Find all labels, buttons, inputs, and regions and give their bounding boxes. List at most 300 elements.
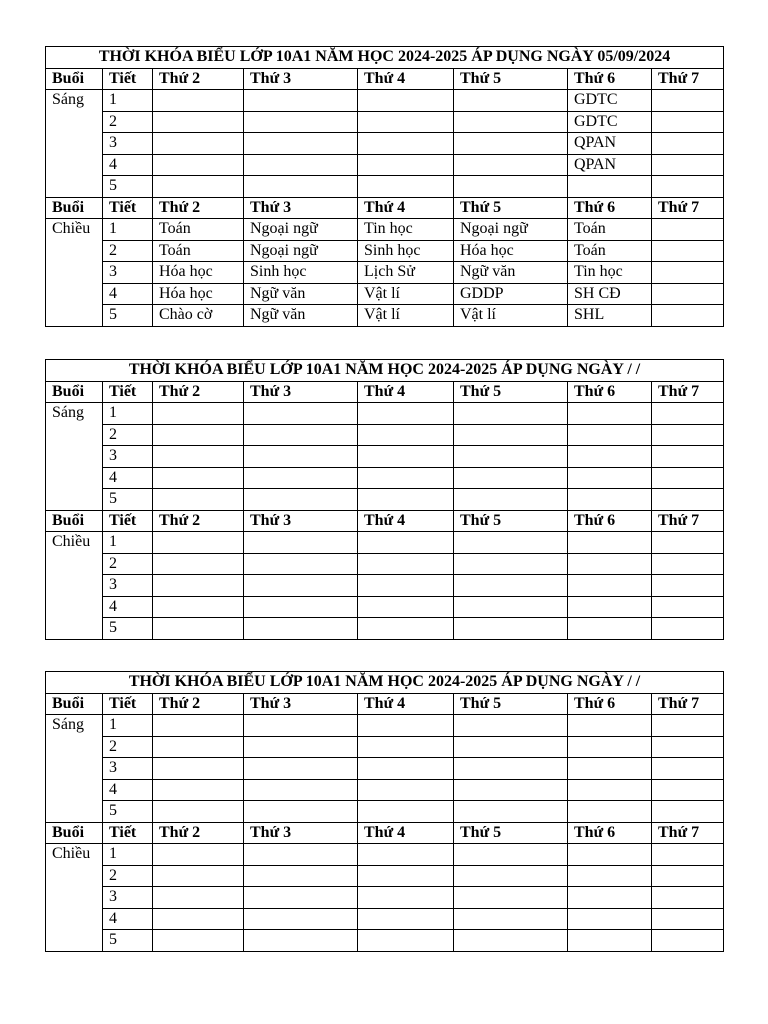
header-cell: Thứ 5 (454, 510, 568, 532)
subject-cell (153, 930, 244, 952)
subject-cell (244, 553, 358, 575)
subject-cell (358, 736, 454, 758)
header-cell: Thứ 7 (652, 197, 724, 219)
subject-cell (652, 758, 724, 780)
subject-cell: Ngoại ngữ (244, 219, 358, 241)
table-row (46, 575, 724, 597)
subject-cell (568, 532, 652, 554)
session-label: Sáng (46, 90, 103, 198)
table-row (46, 424, 724, 446)
timetable-1 (45, 46, 724, 327)
table-row (46, 887, 724, 909)
header-cell: Thứ 4 (358, 197, 454, 219)
subject-cell (652, 908, 724, 930)
subject-cell (652, 930, 724, 952)
subject-cell (358, 154, 454, 176)
header-cell: Buổi (46, 693, 103, 715)
subject-cell (244, 908, 358, 930)
header-cell: Tiết (103, 68, 153, 90)
subject-cell (568, 575, 652, 597)
subject-cell: SHL (568, 305, 652, 327)
table-row (46, 844, 724, 866)
subject-cell (454, 176, 568, 198)
subject-cell (153, 575, 244, 597)
subject-cell (244, 467, 358, 489)
header-cell: Thứ 3 (244, 197, 358, 219)
subject-cell: Vật lí (454, 305, 568, 327)
subject-cell (652, 887, 724, 909)
subject-cell (153, 736, 244, 758)
subject-cell: Toán (153, 240, 244, 262)
subject-cell (652, 176, 724, 198)
table-row (46, 90, 724, 112)
header-cell: Thứ 5 (454, 822, 568, 844)
subject-cell (652, 262, 724, 284)
subject-cell: Lịch Sử (358, 262, 454, 284)
subject-cell (244, 930, 358, 952)
period-number: 3 (103, 446, 153, 468)
period-number: 5 (103, 801, 153, 823)
subject-cell (652, 553, 724, 575)
subject-cell (652, 133, 724, 155)
subject-cell (568, 844, 652, 866)
subject-cell (454, 154, 568, 176)
subject-cell (358, 489, 454, 511)
table-row (46, 865, 724, 887)
subject-cell (454, 111, 568, 133)
period-number: 2 (103, 553, 153, 575)
subject-cell (454, 908, 568, 930)
subject-cell (568, 736, 652, 758)
header-row (46, 510, 724, 532)
subject-cell (568, 424, 652, 446)
subject-cell (153, 779, 244, 801)
table-row (46, 154, 724, 176)
table-row (46, 908, 724, 930)
subject-cell (652, 283, 724, 305)
subject-cell (244, 575, 358, 597)
subject-cell (244, 424, 358, 446)
session-label: Chiều (46, 532, 103, 640)
header-cell: Tiết (103, 381, 153, 403)
header-cell: Thứ 7 (652, 68, 724, 90)
subject-cell: Ngữ văn (454, 262, 568, 284)
table-row (46, 715, 724, 737)
table-title: THỜI KHÓA BIỂU LỚP 10A1 NĂM HỌC 2024-2025 ÁP DỤNG NGÀY / / (46, 672, 724, 694)
header-cell: Thứ 7 (652, 510, 724, 532)
header-cell: Thứ 5 (454, 68, 568, 90)
table-row (46, 930, 724, 952)
table-row (46, 240, 724, 262)
subject-cell (652, 489, 724, 511)
subject-cell (568, 446, 652, 468)
header-cell: Thứ 3 (244, 693, 358, 715)
subject-cell (244, 715, 358, 737)
header-cell: Thứ 2 (153, 197, 244, 219)
period-number: 5 (103, 305, 153, 327)
subject-cell (244, 446, 358, 468)
table-row (46, 133, 724, 155)
subject-cell (358, 111, 454, 133)
header-cell: Tiết (103, 822, 153, 844)
subject-cell (454, 446, 568, 468)
subject-cell (454, 736, 568, 758)
header-cell: Thứ 7 (652, 693, 724, 715)
header-cell: Thứ 3 (244, 510, 358, 532)
subject-cell: GDDP (454, 283, 568, 305)
session-label: Sáng (46, 403, 103, 511)
table-row (46, 618, 724, 640)
header-cell: Buổi (46, 510, 103, 532)
subject-cell (568, 176, 652, 198)
subject-cell: Vật lí (358, 283, 454, 305)
period-number: 2 (103, 736, 153, 758)
subject-cell (358, 553, 454, 575)
subject-cell: Sinh học (358, 240, 454, 262)
subject-cell (244, 844, 358, 866)
subject-cell (358, 90, 454, 112)
header-cell: Thứ 2 (153, 822, 244, 844)
header-cell: Thứ 4 (358, 693, 454, 715)
header-row (46, 197, 724, 219)
header-cell: Thứ 6 (568, 68, 652, 90)
subject-cell (358, 930, 454, 952)
subject-cell (652, 446, 724, 468)
subject-cell (244, 133, 358, 155)
table-row (46, 176, 724, 198)
subject-cell (244, 90, 358, 112)
subject-cell (153, 467, 244, 489)
header-cell: Thứ 3 (244, 822, 358, 844)
subject-cell (568, 553, 652, 575)
header-row (46, 381, 724, 403)
timetable-2 (45, 359, 724, 640)
subject-cell: Tin học (568, 262, 652, 284)
period-number: 1 (103, 532, 153, 554)
subject-cell: Ngữ văn (244, 305, 358, 327)
subject-cell (244, 154, 358, 176)
subject-cell (153, 553, 244, 575)
period-number: 2 (103, 240, 153, 262)
header-cell: Thứ 6 (568, 510, 652, 532)
subject-cell (454, 403, 568, 425)
subject-cell (454, 424, 568, 446)
subject-cell: QPAN (568, 133, 652, 155)
table-row (46, 111, 724, 133)
table-title-row (46, 47, 724, 69)
subject-cell (568, 618, 652, 640)
subject-cell (652, 596, 724, 618)
subject-cell (358, 844, 454, 866)
subject-cell (153, 154, 244, 176)
subject-cell (454, 532, 568, 554)
header-cell: Tiết (103, 510, 153, 532)
header-cell: Thứ 6 (568, 693, 652, 715)
subject-cell (454, 801, 568, 823)
table-row (46, 219, 724, 241)
period-number: 4 (103, 283, 153, 305)
subject-cell (153, 618, 244, 640)
table-title: THỜI KHÓA BIỂU LỚP 10A1 NĂM HỌC 2024-2025 ÁP DỤNG NGÀY / / (46, 360, 724, 382)
period-number: 3 (103, 758, 153, 780)
subject-cell (153, 111, 244, 133)
subject-cell (568, 489, 652, 511)
subject-cell (153, 90, 244, 112)
period-number: 1 (103, 90, 153, 112)
session-label: Chiều (46, 844, 103, 952)
table-row (46, 305, 724, 327)
subject-cell: SH CĐ (568, 283, 652, 305)
table-row (46, 467, 724, 489)
header-cell: Tiết (103, 197, 153, 219)
period-number: 4 (103, 908, 153, 930)
subject-cell (153, 403, 244, 425)
subject-cell (568, 865, 652, 887)
subject-cell (652, 403, 724, 425)
subject-cell (454, 133, 568, 155)
table-row (46, 596, 724, 618)
header-cell: Thứ 2 (153, 381, 244, 403)
subject-cell (652, 715, 724, 737)
subject-cell (358, 715, 454, 737)
subject-cell (568, 758, 652, 780)
period-number: 1 (103, 844, 153, 866)
subject-cell: Vật lí (358, 305, 454, 327)
subject-cell: Hóa học (153, 283, 244, 305)
subject-cell (568, 930, 652, 952)
subject-cell (244, 111, 358, 133)
subject-cell (652, 532, 724, 554)
period-number: 1 (103, 219, 153, 241)
subject-cell (153, 446, 244, 468)
subject-cell (244, 489, 358, 511)
subject-cell (652, 575, 724, 597)
table-row (46, 489, 724, 511)
subject-cell (153, 532, 244, 554)
subject-cell (568, 467, 652, 489)
subject-cell: Tin học (358, 219, 454, 241)
table-row (46, 758, 724, 780)
subject-cell (454, 489, 568, 511)
subject-cell (568, 801, 652, 823)
subject-cell (652, 111, 724, 133)
subject-cell (652, 424, 724, 446)
period-number: 1 (103, 715, 153, 737)
subject-cell (358, 758, 454, 780)
subject-cell (568, 596, 652, 618)
subject-cell (454, 844, 568, 866)
table-row (46, 283, 724, 305)
subject-cell: QPAN (568, 154, 652, 176)
subject-cell (244, 176, 358, 198)
subject-cell (454, 779, 568, 801)
subject-cell (153, 844, 244, 866)
subject-cell (454, 553, 568, 575)
subject-cell (652, 865, 724, 887)
subject-cell (358, 424, 454, 446)
subject-cell (244, 865, 358, 887)
subject-cell: Hóa học (454, 240, 568, 262)
subject-cell (358, 618, 454, 640)
subject-cell (153, 176, 244, 198)
subject-cell (358, 596, 454, 618)
period-number: 4 (103, 154, 153, 176)
subject-cell (244, 532, 358, 554)
header-row (46, 693, 724, 715)
subject-cell (244, 596, 358, 618)
subject-cell (652, 844, 724, 866)
table-row (46, 553, 724, 575)
header-cell: Thứ 7 (652, 822, 724, 844)
header-cell: Thứ 5 (454, 197, 568, 219)
header-cell: Thứ 4 (358, 68, 454, 90)
subject-cell (358, 865, 454, 887)
subject-cell (358, 133, 454, 155)
subject-cell (454, 596, 568, 618)
header-cell: Thứ 5 (454, 693, 568, 715)
header-cell: Buổi (46, 197, 103, 219)
period-number: 4 (103, 596, 153, 618)
header-cell: Thứ 2 (153, 693, 244, 715)
subject-cell: Toán (568, 219, 652, 241)
header-cell: Buổi (46, 381, 103, 403)
subject-cell: Ngữ văn (244, 283, 358, 305)
header-cell: Thứ 4 (358, 822, 454, 844)
period-number: 5 (103, 618, 153, 640)
table-row (46, 779, 724, 801)
header-cell: Thứ 6 (568, 381, 652, 403)
subject-cell (358, 575, 454, 597)
subject-cell (153, 801, 244, 823)
table-row (46, 403, 724, 425)
session-label: Chiều (46, 219, 103, 327)
subject-cell: Sinh học (244, 262, 358, 284)
subject-cell (454, 930, 568, 952)
period-number: 3 (103, 262, 153, 284)
subject-cell (153, 865, 244, 887)
period-number: 3 (103, 887, 153, 909)
header-cell: Buổi (46, 822, 103, 844)
table-title-row (46, 360, 724, 382)
subject-cell (244, 801, 358, 823)
subject-cell (652, 154, 724, 176)
header-cell: Thứ 2 (153, 68, 244, 90)
period-number: 5 (103, 930, 153, 952)
subject-cell (568, 403, 652, 425)
subject-cell (358, 908, 454, 930)
subject-cell (244, 887, 358, 909)
subject-cell (358, 532, 454, 554)
subject-cell (244, 403, 358, 425)
period-number: 3 (103, 133, 153, 155)
period-number: 1 (103, 403, 153, 425)
subject-cell (454, 575, 568, 597)
subject-cell (153, 133, 244, 155)
subject-cell (652, 801, 724, 823)
period-number: 3 (103, 575, 153, 597)
header-cell: Thứ 4 (358, 381, 454, 403)
subject-cell (652, 90, 724, 112)
header-cell: Buổi (46, 68, 103, 90)
subject-cell (358, 779, 454, 801)
header-cell: Thứ 7 (652, 381, 724, 403)
subject-cell (153, 887, 244, 909)
table-row (46, 446, 724, 468)
table-row (46, 801, 724, 823)
table-row (46, 736, 724, 758)
subject-cell (358, 801, 454, 823)
subject-cell (358, 403, 454, 425)
subject-cell: Ngoại ngữ (454, 219, 568, 241)
period-number: 4 (103, 779, 153, 801)
subject-cell (454, 758, 568, 780)
header-cell: Thứ 6 (568, 197, 652, 219)
table-title: THỜI KHÓA BIỂU LỚP 10A1 NĂM HỌC 2024-2025 ÁP DỤNG NGÀY 05/09/2024 (46, 47, 724, 69)
subject-cell (652, 736, 724, 758)
header-cell: Thứ 5 (454, 381, 568, 403)
subject-cell: Hóa học (153, 262, 244, 284)
header-cell: Thứ 2 (153, 510, 244, 532)
subject-cell (454, 865, 568, 887)
subject-cell (153, 489, 244, 511)
subject-cell (652, 305, 724, 327)
subject-cell (153, 908, 244, 930)
period-number: 2 (103, 111, 153, 133)
period-number: 2 (103, 424, 153, 446)
subject-cell (652, 467, 724, 489)
subject-cell (358, 446, 454, 468)
subject-cell (153, 715, 244, 737)
header-cell: Thứ 6 (568, 822, 652, 844)
subject-cell (358, 467, 454, 489)
header-cell: Thứ 3 (244, 381, 358, 403)
subject-cell (454, 467, 568, 489)
table-row (46, 262, 724, 284)
subject-cell (652, 618, 724, 640)
subject-cell (153, 596, 244, 618)
subject-cell (244, 618, 358, 640)
period-number: 2 (103, 865, 153, 887)
header-cell: Thứ 4 (358, 510, 454, 532)
header-row (46, 822, 724, 844)
subject-cell (358, 887, 454, 909)
table-row (46, 532, 724, 554)
subject-cell (244, 779, 358, 801)
header-row (46, 68, 724, 90)
subject-cell (153, 758, 244, 780)
subject-cell: Chào cờ (153, 305, 244, 327)
subject-cell: Ngoại ngữ (244, 240, 358, 262)
subject-cell (454, 715, 568, 737)
subject-cell (652, 219, 724, 241)
subject-cell (568, 715, 652, 737)
period-number: 5 (103, 176, 153, 198)
period-number: 5 (103, 489, 153, 511)
subject-cell (568, 887, 652, 909)
subject-cell (652, 779, 724, 801)
header-cell: Thứ 3 (244, 68, 358, 90)
period-number: 4 (103, 467, 153, 489)
subject-cell (568, 779, 652, 801)
subject-cell: GDTC (568, 90, 652, 112)
session-label: Sáng (46, 715, 103, 823)
subject-cell: Toán (153, 219, 244, 241)
header-cell: Tiết (103, 693, 153, 715)
timetable-3 (45, 671, 724, 952)
subject-cell (358, 176, 454, 198)
subject-cell: GDTC (568, 111, 652, 133)
subject-cell (153, 424, 244, 446)
